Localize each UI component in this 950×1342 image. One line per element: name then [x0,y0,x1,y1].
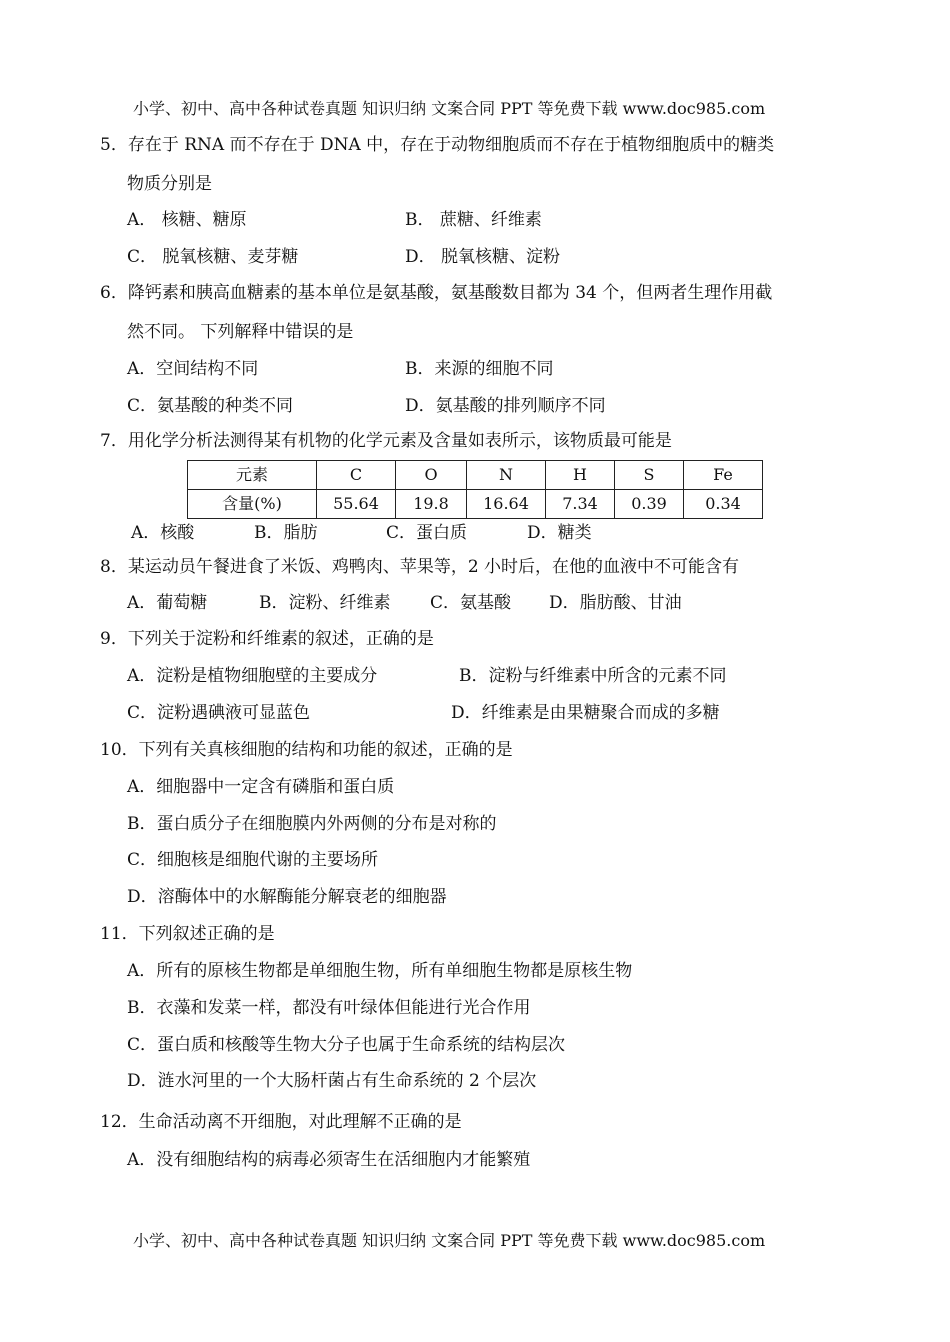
question-6-stem: 6．降钙素和胰高血糖素的基本单位是氨基酸，氨基酸数目都为 34 个，但两者生理作用截 [100,283,773,303]
table-cell: 16.64 [467,490,546,519]
question-7-option-b: B．脂肪 [254,523,318,543]
question-11-stem: 11．下列叙述正确的是 [100,924,275,944]
question-6-option-b: B．来源的细胞不同 [405,359,554,379]
table-cell: Fe [684,461,763,490]
page-footer: 小学、初中、高中各种试卷真题 知识归纳 文案合同 PPT 等免费下载 www.doc985.com [133,1231,766,1250]
question-9-stem: 9．下列关于淀粉和纤维素的叙述，正确的是 [100,629,434,649]
page-header: 小学、初中、高中各种试卷真题 知识归纳 文案合同 PPT 等免费下载 www.doc985.com [133,99,766,118]
table-cell: 19.8 [396,490,467,519]
question-6-option-a: A．空间结构不同 [127,359,259,379]
table-cell: 0.34 [684,490,763,519]
table-cell: S [615,461,684,490]
table-row [188,490,763,519]
question-7-option-a: A．核酸 [131,523,195,543]
question-8-stem: 8．某运动员午餐进食了米饭、鸡鸭肉、苹果等，2 小时后，在他的血液中不可能含有 [100,557,740,577]
question-5-stem: 5．存在于 RNA 而不存在于 DNA 中，存在于动物细胞质而不存在于植物细胞质中的糖类 [100,135,775,155]
question-10-option-a: A．细胞器中一定含有磷脂和蛋白质 [127,777,395,797]
question-8-option-a: A．葡萄糖 [127,593,208,613]
question-11-option-d: D．涟水河里的一个大肠杆菌占有生命系统的 2 个层次 [127,1071,537,1091]
question-8-option-b: B．淀粉、纤维素 [259,593,391,613]
question-5-option-d: D． 脱氧核糖、淀粉 [405,247,561,267]
question-7-option-c: C．蛋白质 [386,523,468,543]
question-11-option-a: A．所有的原核生物都是单细胞生物，所有单细胞生物都是原核生物 [127,961,633,981]
question-8-option-d: D．脂肪酸、甘油 [549,593,682,613]
table-cell: 55.64 [317,490,396,519]
question-6-option-d: D．氨基酸的排列顺序不同 [405,396,606,416]
question-11-option-b: B．衣藻和发菜一样，都没有叶绿体但能进行光合作用 [127,998,531,1018]
question-12-stem: 12．生命活动离不开细胞，对此理解不正确的是 [100,1112,462,1132]
question-9-option-c: C．淀粉遇碘液可显蓝色 [127,703,311,723]
question-6-stem-continued: 然不同。 下列解释中错误的是 [127,322,354,342]
question-8-option-c: C．氨基酸 [430,593,512,613]
table-cell: 元素 [188,461,317,490]
question-10-option-b: B．蛋白质分子在细胞膜内外两侧的分布是对称的 [127,814,497,834]
question-10-option-d: D．溶酶体中的水解酶能分解衰老的细胞器 [127,887,447,907]
table-cell: 0.39 [615,490,684,519]
question-7-option-d: D．糖类 [527,523,592,543]
question-9-option-b: B．淀粉与纤维素中所含的元素不同 [459,666,727,686]
table-cell: 7.34 [546,490,615,519]
question-10-option-c: C．细胞核是细胞代谢的主要场所 [127,850,379,870]
question-7-stem: 7．用化学分析法测得某有机物的化学元素及含量如表所示，该物质最可能是 [100,431,672,451]
question-6-option-c: C．氨基酸的种类不同 [127,396,294,416]
question-12-option-a: A．没有细胞结构的病毒必须寄生在活细胞内才能繁殖 [127,1150,531,1170]
table-cell: N [467,461,546,490]
element-content-table [187,460,763,519]
table-cell: 含量(%) [188,490,317,519]
question-5-option-c: C． 脱氧核糖、麦芽糖 [127,247,299,267]
question-10-stem: 10．下列有关真核细胞的结构和功能的叙述，正确的是 [100,740,513,760]
table-cell: C [317,461,396,490]
question-5-option-a: A． 核糖、糖原 [127,210,247,230]
question-9-option-d: D．纤维素是由果糖聚合而成的多糖 [451,703,720,723]
table-cell: H [546,461,615,490]
question-9-option-a: A．淀粉是植物细胞壁的主要成分 [127,666,378,686]
table-cell: O [396,461,467,490]
question-5-option-b: B． 蔗糖、纤维素 [405,210,542,230]
question-11-option-c: C．蛋白质和核酸等生物大分子也属于生命系统的结构层次 [127,1035,566,1055]
question-5-stem-continued: 物质分别是 [127,174,212,194]
table-header-row [188,461,763,490]
